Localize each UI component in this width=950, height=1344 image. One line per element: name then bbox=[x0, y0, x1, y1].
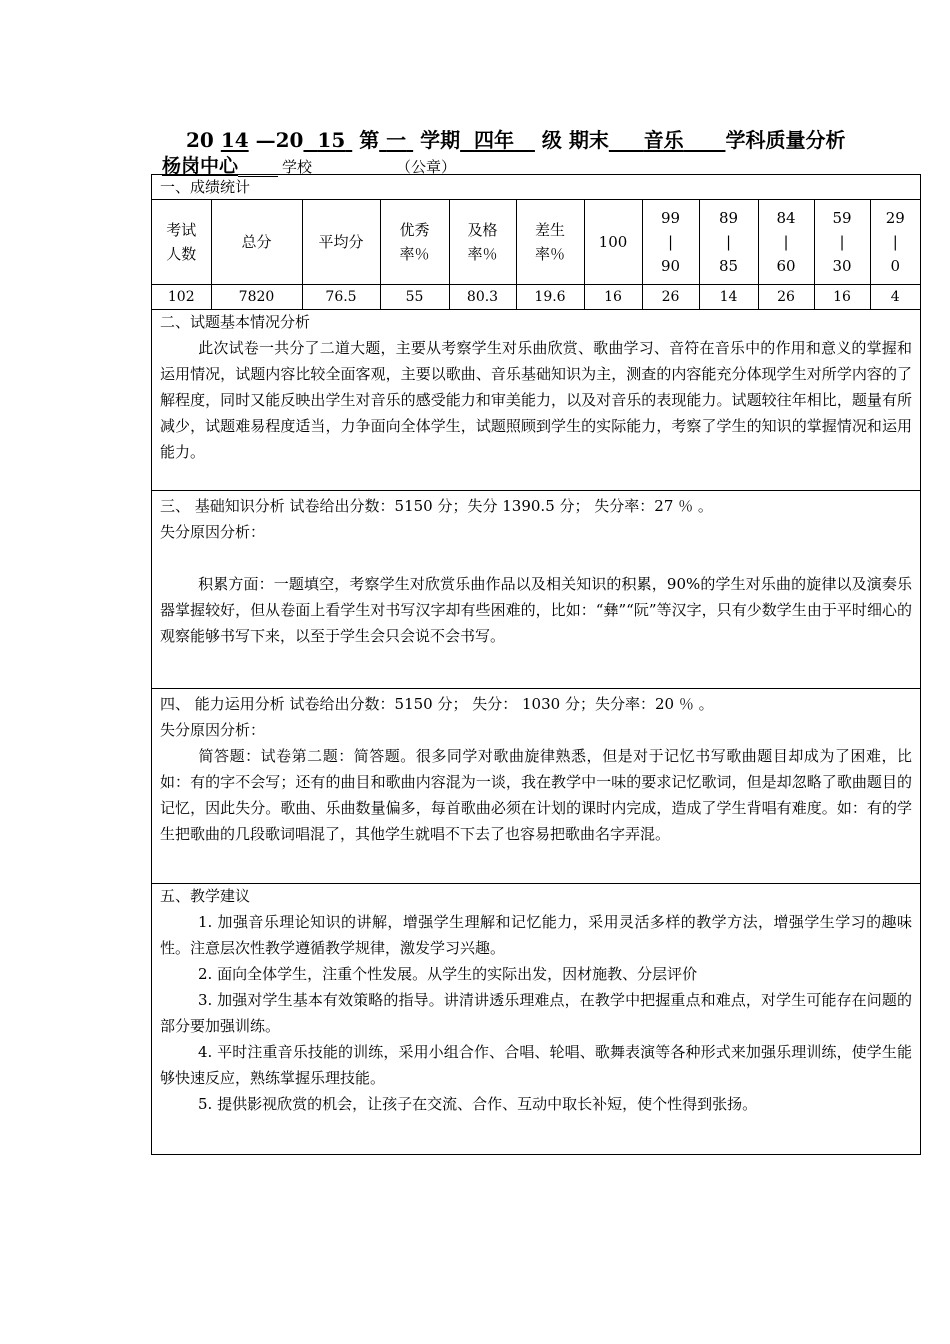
knowledge-paragraph: 积累方面：一题填空，考察学生对欣赏乐曲作品以及相关知识的积累，90%的学生对乐曲的旋律以及演奏乐器掌握较好，但从卷面上看学生对书写汉字却有些困难的，比如：“彝”“阮”等汉字，只有少数学生由于平时细心的观察能够书写下来，以至于学生会只会说不会书写。 bbox=[160, 575, 912, 645]
column-header bbox=[152, 200, 211, 285]
column-header-line: 60 bbox=[776, 257, 796, 275]
column-header-line: 0 bbox=[890, 257, 901, 275]
column-header bbox=[870, 200, 920, 285]
section-heading: 五、教学建议 bbox=[160, 887, 251, 905]
column-header-line: | bbox=[725, 233, 732, 251]
score-table bbox=[152, 199, 920, 310]
grade-field: 四年 bbox=[474, 128, 515, 152]
column-header-line: 及格 bbox=[467, 221, 498, 239]
column-header-line: 84 bbox=[776, 209, 796, 227]
report-frame bbox=[151, 174, 921, 1155]
suggestion-item: 3. 加强对学生基本有效策略的指导。讲清讲透乐理难点，在教学中把握重点和难点，对学生可能存在问题的部分要加强训练。 bbox=[160, 991, 912, 1035]
column-header bbox=[516, 200, 584, 285]
section-heading: 三、 基础知识分析 试卷给出分数：5150 分；失分 1390.5 分； 失分率：27 ％ 。 bbox=[160, 497, 713, 515]
suggestion-list bbox=[152, 909, 920, 1117]
section-heading: 一、成绩统计 bbox=[160, 178, 251, 196]
column-header-line: 优秀 bbox=[399, 221, 430, 239]
column-header-line: | bbox=[892, 233, 898, 251]
section-ability bbox=[152, 689, 920, 884]
year-end-field: 15 bbox=[317, 128, 346, 152]
report-title bbox=[186, 124, 926, 153]
seal-label: （公章） bbox=[396, 158, 457, 176]
section-score-stats bbox=[152, 175, 920, 310]
header-row bbox=[152, 200, 920, 285]
stat-value: 19.6 bbox=[516, 285, 584, 310]
stat-value: 76.5 bbox=[302, 285, 380, 310]
subject-field: 音乐 bbox=[643, 128, 684, 152]
reason-label: 失分原因分析： bbox=[160, 721, 266, 739]
column-header-line: 59 bbox=[832, 209, 852, 227]
column-header-line: 总分 bbox=[241, 233, 272, 251]
value-row bbox=[152, 285, 920, 310]
stat-value: 80.3 bbox=[449, 285, 516, 310]
section-basic-knowledge bbox=[152, 491, 920, 689]
analysis-paragraph: 此次试卷一共分了二道大题，主要从考察学生对乐曲欣赏、歌曲学习、音符在音乐中的作用和意义的掌握和运用情况，试题内容比较全面客观，主要以歌曲、音乐基础知识为主，测查的内容能充分体现学生对所学内容的了解程度，同时又能反映出学生对音乐的感受能力和审美能力，以及对音乐的表现能力。试题较往年相比，题量有所减少，试题难易程度适当，力争面向全体学生，试题照顾到学生的实际能力，考察了学生的知识的掌握情况和运用能力。 bbox=[160, 339, 912, 461]
section-heading: 四、 能力运用分析 试卷给出分数：5150 分； 失分： 1030 分；失分率：20 ％ 。 bbox=[160, 695, 714, 713]
stat-value: 26 bbox=[758, 285, 814, 310]
column-header bbox=[758, 200, 814, 285]
column-header-line: 人数 bbox=[166, 245, 197, 263]
column-header bbox=[380, 200, 449, 285]
school-field: 杨岗中心 bbox=[162, 155, 239, 177]
column-header-line: 率％ bbox=[534, 245, 565, 263]
ability-paragraph: 简答题：试卷第二题：简答题。很多同学对歌曲旋律熟悉，但是对于记忆书写歌曲题目却成为了困难，比如：有的字不会写；还有的曲目和歌曲内容混为一谈，我在教学中一味的要求记忆歌词，但是却忽略了歌曲题目的记忆，因此失分。歌曲、乐曲数量偏多，每首歌曲必须在计划的课时内完成，造成了学生背唱有难度。如：有的学生把歌曲的几段歌词唱混了，其他学生就唱不下去了也容易把歌曲名字弄混。 bbox=[160, 747, 912, 843]
school-label: 学校 bbox=[282, 158, 313, 176]
suggestion-item: 4. 平时注重音乐技能的训练，采用小组合作、合唱、轮唱、歌舞表演等各种形式来加强乐理训练，使学生能够快速反应，熟练掌握乐理技能。 bbox=[160, 1043, 912, 1087]
column-header bbox=[449, 200, 516, 285]
column-header-line: | bbox=[839, 233, 845, 251]
column-header-line: 100 bbox=[598, 233, 628, 251]
column-header-line: 率％ bbox=[399, 245, 430, 263]
stat-value: 102 bbox=[152, 285, 211, 310]
section-teaching-suggestions bbox=[152, 884, 920, 1156]
suggestion-item: 1. 加强音乐理论知识的讲解，增强学生理解和记忆能力，采用灵活多样的教学方法，增强学生学习的趣味性。注意层次性教学遵循教学规律，激发学习兴趣。 bbox=[160, 913, 912, 957]
column-header-line: 29 bbox=[885, 209, 905, 227]
year-start-field: 14 bbox=[220, 128, 249, 152]
column-header bbox=[584, 200, 642, 285]
column-header-line: 89 bbox=[718, 209, 739, 227]
suggestion-item: 2. 面向全体学生，注重个性发展。从学生的实际出发，因材施教、分层评价 bbox=[198, 965, 698, 983]
exam-type: 期末 bbox=[568, 128, 609, 152]
column-header-line: 30 bbox=[832, 257, 852, 275]
column-header bbox=[211, 200, 302, 285]
stat-value: 55 bbox=[380, 285, 449, 310]
column-header bbox=[302, 200, 380, 285]
column-header-line: 90 bbox=[660, 257, 681, 275]
column-header-line: 85 bbox=[718, 257, 739, 275]
di-label: 第 bbox=[359, 128, 380, 152]
column-header-line: 考试 bbox=[166, 221, 197, 239]
column-header bbox=[642, 200, 699, 285]
grade-label: 级 bbox=[541, 128, 562, 152]
title-tail: 学科质量分析 bbox=[725, 128, 846, 152]
column-header-line: | bbox=[667, 233, 674, 251]
stat-value: 7820 bbox=[211, 285, 302, 310]
column-header-line: | bbox=[783, 233, 789, 251]
suggestion-item: 5. 提供影视欣赏的机会，让孩子在交流、合作、互动中取长补短，使个性得到张扬。 bbox=[198, 1095, 758, 1113]
column-header-line: 率％ bbox=[467, 245, 498, 263]
column-header-line: 平均分 bbox=[318, 233, 364, 251]
stat-value: 14 bbox=[699, 285, 758, 310]
stat-value: 26 bbox=[642, 285, 699, 310]
column-header-line: 差生 bbox=[534, 221, 565, 239]
year-start: 20 bbox=[186, 128, 214, 152]
stat-value: 16 bbox=[814, 285, 870, 310]
reason-label: 失分原因分析： bbox=[160, 523, 266, 541]
stat-value: 16 bbox=[584, 285, 642, 310]
year-dash: —20 bbox=[255, 128, 304, 152]
column-header bbox=[814, 200, 870, 285]
section-test-analysis bbox=[152, 310, 920, 491]
column-header bbox=[699, 200, 758, 285]
column-header-line: 99 bbox=[660, 209, 681, 227]
stat-value: 4 bbox=[870, 285, 920, 310]
term-label: 学期 bbox=[420, 128, 461, 152]
section-heading: 二、试题基本情况分析 bbox=[160, 313, 311, 331]
term-field: 一 bbox=[386, 128, 407, 152]
